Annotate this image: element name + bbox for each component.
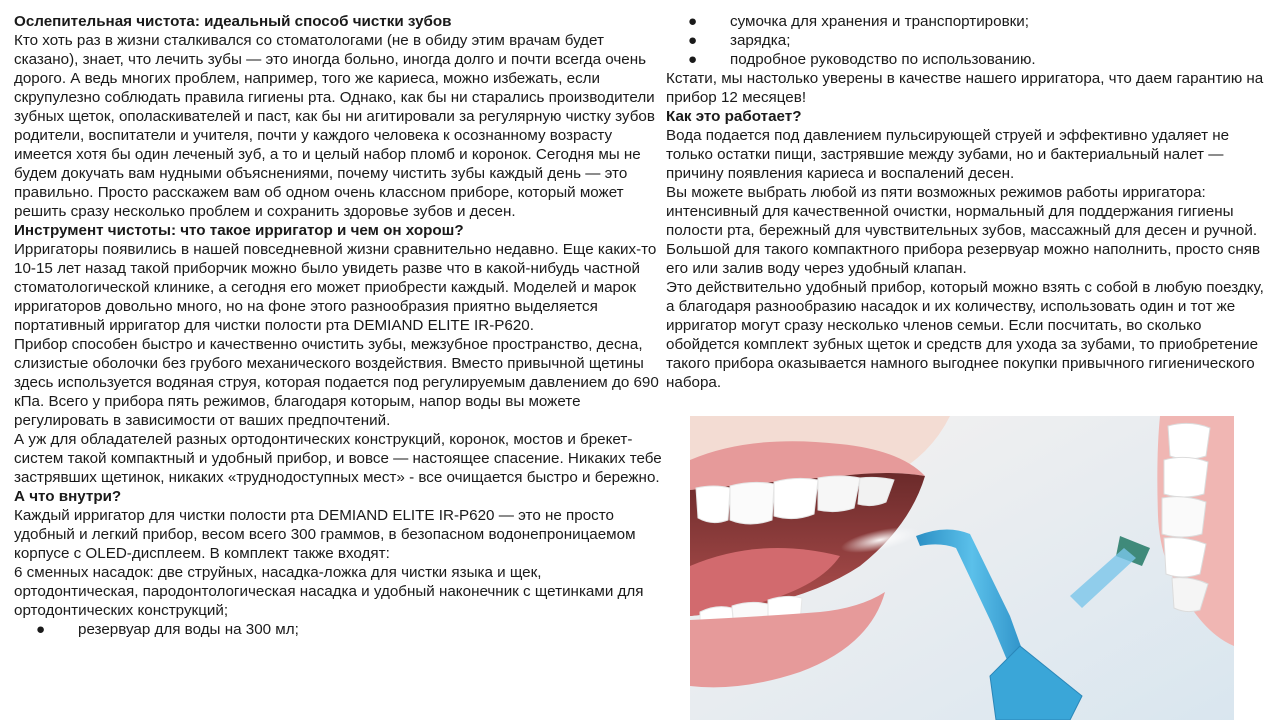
bullet-icon: ● xyxy=(688,51,698,68)
list-item xyxy=(666,12,1270,31)
heading-whats-inside: А что внутри? xyxy=(14,488,122,505)
list-item-text: зарядка; xyxy=(730,32,791,49)
paragraph-device-capabilities: Прибор способен быстро и качественно очистить зубы, межзубное пространство, десна, слизистые оболочки без грубого механического воздействия. Вместо привычной щетины здесь используется водяная струя, которая подается под регулируемым давлением до 690 кПа. Всего у прибора пять режимов, благодаря которым, напор воды вы можете регулировать в зависимости от ваших предпочтений. xyxy=(14,336,659,429)
illustration-svg xyxy=(690,416,1234,720)
list-item-text: резервуар для воды на 300 мл; xyxy=(78,621,299,638)
list-item xyxy=(666,31,1270,50)
bullet-icon: ● xyxy=(688,32,698,49)
paragraph-warranty: Кстати, мы настолько уверены в качестве нашего ирригатора, что даем гарантию на прибор 12 месяцев! xyxy=(666,70,1264,106)
bullet-icon: ● xyxy=(688,13,698,30)
paragraph-pulsing-jet: Вода подается под давлением пульсирующей струей и эффективно удаляет не только остатки пищи, застрявшие между зубами, но и бактериальный налет — причину появления кариеса и воспалений десен. xyxy=(666,127,1230,182)
kit-list-left xyxy=(14,620,666,639)
paragraph-portable: Это действительно удобный прибор, который можно взять с собой в любую поездку, а благодаря разнообразию насадок и их количеству, использовать один и тот же ирригатор могут сразу несколько членов семьи. Если посчитать, во сколько обойдется комплект зубных щеток и средств для ухода за зубами, то приобретение такого прибора оказывается намного выгоднее покупки привычного гигиенического набора. xyxy=(666,279,1264,391)
paragraph-modes: Вы можете выбрать любой из пяти возможных режимов работы ирригатора: интенсивный для качественной очистки, нормальный для поддержания гигиены полости рта, бережный для чувствительных зубов, массажный для десен и ручной. xyxy=(666,184,1258,239)
paragraph-nozzles: 6 сменных насадок: две струйных, насадка-ложка для чистки языка и щек, ортодонтическая, пародонтологическая насадка и удобный наконечник с щетинками для ортодонтических конструкций; xyxy=(14,564,644,619)
paragraph-irrigators-history: Ирригаторы появились в нашей повседневной жизни сравнительно недавно. Еще каких-то 10-15 лет назад такой приборчик можно было увидеть разве что в какой-нибудь частной стоматологической клинике, а сегодня его может приобрести каждый. Моделей и марок ирригаторов довольно много, но на фоне этого разнообразия приятно выделяется портативный ирригатор для чистки полости рта DEMIAND ELITE IR-P620. xyxy=(14,241,657,334)
paragraph-orthodontic: А уж для обладателей разных ортодонтических конструкций, коронок, мостов и брекет-систем такой компактный и удобный прибор, и вовсе — настоящее спасение. Никаких тебе застрявших щетинок, никаких «труднодоступных мест» - все очищается быстро и бережно. xyxy=(14,431,662,486)
heading-what-is-irrigator: Инструмент чистоты: что такое ирригатор и чем он хорош? xyxy=(14,222,464,239)
paragraph-reservoir: Большой для такого компактного прибора резервуар можно наполнить, просто сняв его или залив воду через удобный клапан. xyxy=(666,241,1261,277)
list-item-text: сумочка для хранения и транспортировки; xyxy=(730,13,1029,30)
list-item xyxy=(666,50,1270,69)
heading-how-it-works: Как это работает? xyxy=(666,108,802,125)
list-item xyxy=(14,620,666,639)
paragraph-device-description: Каждый ирригатор для чистки полости рта DEMIAND ELITE IR-P620 — это не просто удобный и легкий прибор, весом всего 300 граммов, в безопасном водонепроницаемом корпусе с OLED-дисплеем. В комплект также входят: xyxy=(14,507,636,562)
list-item-text: подробное руководство по использованию. xyxy=(730,51,1036,68)
bullet-icon: ● xyxy=(36,621,46,638)
kit-list-right xyxy=(666,12,1270,69)
heading-dazzling-clean: Ослепительная чистота: идеальный способ чистки зубов xyxy=(14,13,452,30)
left-column xyxy=(14,12,666,639)
paragraph-intro: Кто хоть раз в жизни сталкивался со стоматологами (не в обиду этим врачам будет сказано), знает, что лечить зубы — это иногда больно, иногда долго и почти всегда очень дорого. А ведь многих проблем, например, того же кариеса, можно избежать, если скрупулезно соблюдать правила гигиены рта. Однако, как бы ни старались производители зубных щеток, ополаскивателей и паст, как бы ни агитировали за регулярную чистку зубов родители, воспитатели и учителя, почти у каждого человека к осознанному возрасту имеется хотя бы один леченый зуб, а то и целый набор пломб и коронок. Сегодня мы не будем докучать вам нудными объяснениями, почему чистить зубы каждый день — это правильно. Просто расскажем вам об одном очень классном приборе, который может решить сразу несколько проблем и сохранить здоровье зубов и десен. xyxy=(14,32,655,220)
irrigator-mouth-illustration xyxy=(690,416,1234,720)
right-column xyxy=(666,12,1270,392)
